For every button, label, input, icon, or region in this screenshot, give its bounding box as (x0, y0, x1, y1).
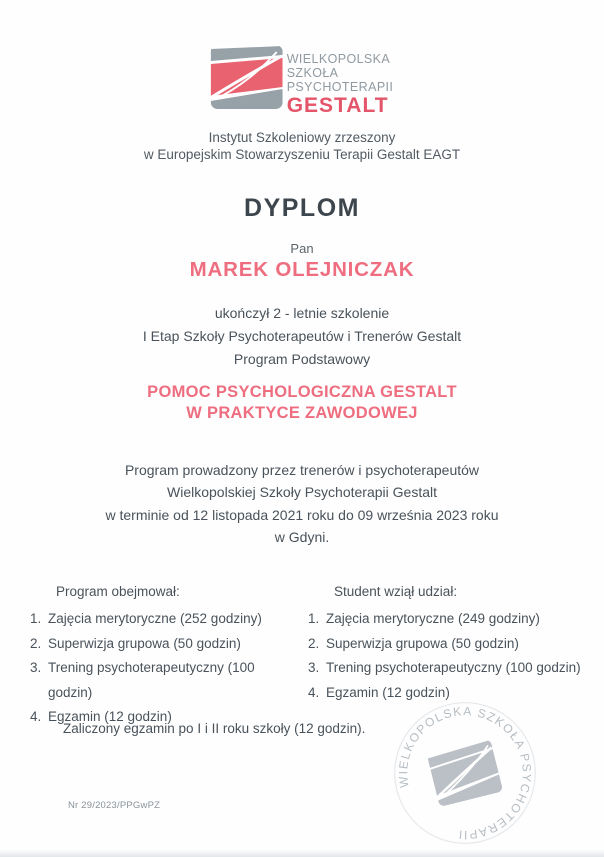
student-column (308, 583, 588, 705)
logo-brand: GESTALT (286, 94, 389, 117)
details-line-3: w terminie od 12 listopada 2021 roku do 09 września 2023 roku (105, 507, 499, 523)
diploma-title: DYPLOM (244, 194, 360, 222)
course-line-1: ukończył 2 - letnie szkolenie (214, 305, 390, 321)
list-item-number: 3. (308, 660, 320, 675)
list-item-number: 4. (30, 709, 42, 724)
logo-text-line-3: PSYCHOTERAPII (286, 80, 394, 94)
list-item-number: 4. (308, 684, 320, 700)
list-item-number: 3. (30, 660, 42, 675)
course-line-2: I Etap Szkoły Psychoterapeutów i Trenerów Gestalt (142, 328, 462, 344)
school-stamp-icon (372, 680, 559, 857)
details-line-2: Wielkopolskiej Szkoły Psychoterapii Gestalt (167, 484, 437, 500)
list-item-text: Superwizja grupowa (50 godzin) (326, 635, 519, 651)
logo-text-line-2: SZKOŁA (286, 66, 339, 80)
list-item-text: Zajęcia merytoryczne (249 godziny) (326, 611, 540, 626)
list-item-text: Zajęcia merytoryczne (252 godziny) (48, 611, 262, 626)
stamp-circular-text: WIELKOPOLSKA SZKOŁA PSYCHOTERAPII (396, 704, 534, 842)
exam-note: Zaliczony egzamin po I i II roku szkoły (12 godzin). (63, 721, 366, 736)
list-item (308, 632, 588, 657)
institute-line-2: w Europejskim Stowarzyszeniu Terapii Gestalt EAGT (143, 147, 461, 162)
program-column-heading: Program obejmował: (56, 584, 180, 599)
list-item-number: 1. (308, 611, 320, 626)
list-item-text: Egzamin (12 godzin) (48, 709, 172, 724)
list-item (308, 656, 588, 681)
list-item-text: Egzamin (12 godzin) (326, 684, 450, 700)
list-item (30, 656, 302, 705)
school-logo-text (287, 44, 394, 117)
list-item (30, 632, 302, 657)
list-item-text: Superwizja grupowa (50 godzin) (48, 635, 241, 651)
recipient-name: MAREK OLEJNICZAK (189, 258, 415, 281)
program-column (30, 583, 302, 730)
course-line-3: Program Podstawowy (233, 351, 371, 367)
list-item-text: Trening psychoterapeutyczny (100 godzin) (326, 660, 581, 675)
school-logo (211, 44, 394, 117)
school-logo-icon (211, 44, 283, 112)
list-item-text: Trening psychoterapeutyczny (100 godzin) (48, 660, 255, 700)
program-title-line-1: POMOC PSYCHOLOGICZNA GESTALT (147, 383, 457, 401)
details-line-1: Program prowadzony przez trenerów i psychoterapeutów (124, 462, 480, 478)
list-item-number: 1. (30, 611, 42, 626)
institute-line-1: Instytut Szkoleniowy zrzeszony (208, 130, 396, 145)
list-item (30, 607, 302, 632)
logo-text-line-1: WIELKOPOLSKA (286, 52, 391, 66)
salutation: Pan (290, 241, 314, 256)
list-item (308, 607, 588, 632)
school-stamp (372, 680, 559, 857)
program-title-line-2: W PRAKTYCE ZAWODOWEJ (186, 404, 418, 422)
list-item-number: 2. (30, 635, 42, 651)
details-line-4: w Gdyni. (274, 529, 330, 545)
list-item-number: 2. (308, 635, 320, 651)
document-number: Nr 29/2023/PPGwPZ (68, 800, 161, 811)
student-column-heading: Student wziął udział: (334, 584, 458, 599)
scan-edge-shadow (0, 849, 604, 857)
